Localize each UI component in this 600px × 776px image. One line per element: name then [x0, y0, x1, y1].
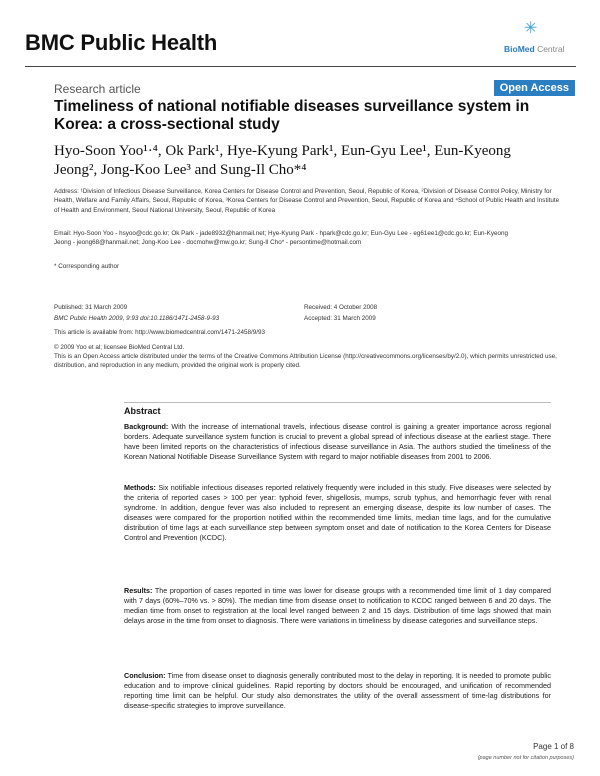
open-access-badge: Open Access — [494, 80, 575, 96]
citation-line: BMC Public Health 2009, 9:93 doi:10.1186/1471-2458-9-93 — [54, 315, 220, 322]
article-type: Research article — [54, 82, 141, 96]
page-number-note: (page number not for citation purposes) — [477, 755, 574, 761]
abstract-heading: Abstract — [124, 406, 161, 416]
results-text: The proportion of cases reported in time was lower for disease groups with a recommended time limit of 1 day compared with 7 days (60%–70% vs. > 80%). The median time from disease onset to notification to KCDC ranged between 6 and 20 days. The median time from onset to registration at the local level ranged between 2 and 15 days. Distribution of time lags showed that main delays arose in the time from onset to diagnosis. There were variations in timeliness by disease categories and surveillance steps. — [124, 586, 551, 625]
received-date: Received: 4 October 2008 — [304, 304, 378, 311]
conclusion-label: Conclusion: — [124, 671, 166, 680]
license-text: This is an Open Access article distributed under the terms of the Creative Commons Attribution License (http://creativecommons.org/licenses/by/2.0), which permits unrestricted use, distribution, and reproduction in any medium, provided the original work is properly cited. — [54, 353, 557, 370]
availability-link[interactable]: This article is available from: http://www.biomedcentral.com/1471-2458/9/93 — [54, 329, 266, 336]
methods-text: Six notifiable infectious diseases reported relatively frequently were included in this study. Five diseases were selected by the criteria of reported cases > 100 per year: typhoid fever, shigellosis, mumps, scrub typhus, and hemorrhagic fever with renal syndrome. In addition, dengue fever was also included to represent an emerging disease, despite its low number of cases. The diseases were compared for the proportion notified within the recommended time limits, median time lags, and for the cumulative distribution of time lags at each surveillance step between symptom onset and date of notification to the Korea Centers for Disease Control and Prevention (KCDC). — [124, 483, 551, 542]
header-divider — [25, 66, 576, 67]
results-label: Results: — [124, 586, 153, 595]
biomed-star-icon: ✳ — [524, 20, 538, 37]
corresponding-author-note: * Corresponding author — [54, 263, 120, 270]
conclusion-text: Time from disease onset to diagnosis generally contributed most to the delay in reporting. It is needed to promote public education and to improve clinical guidelines. Rapid reporting by doctors should be encouraged, and unification of recommended reporting time limit can be helpful. Our study also demonstrates the utility of the overall assessment of time-lag distributions for disease-specific strategies to improve surveillance. — [124, 671, 551, 710]
abstract-conclusion — [124, 671, 551, 711]
copyright-line: © 2009 Yoo et al; licensee BioMed Central Ltd. — [54, 344, 185, 351]
abstract-results — [124, 586, 551, 626]
author-emails: Email: Hyo-Soon Yoo - hsyoo@cdc.go.kr; Ok Park - jade8932@hanmail.net; Hye-Kyung Park - hpark@cdc.go.kr; Eun-Gyu Lee - eg61ee1@cdc.go.kr; Eun-Kyeong Jeong - jeong68@hanmail.net; Jong-Koo Lee - docmohw@mw.go.kr; Sung-Il Cho* - persontime@hotmail.com — [54, 230, 508, 247]
methods-label: Methods: — [124, 483, 156, 492]
abstract-background — [124, 422, 551, 462]
accepted-date: Accepted: 31 March 2009 — [304, 315, 376, 322]
published-date: Published: 31 March 2009 — [54, 304, 128, 311]
article-title: Timeliness of national notifiable diseases surveillance system in Korea: a cross-sectional study — [54, 98, 530, 133]
background-text: With the increase of international travels, infectious disease control is gaining a greater importance across regional borders. Adequate surveillance system function is crucial to prevent a global spread of infectious disease at the earliest stage. There have been limited reports on the characteristics of infectious disease surveillance in Asia. The authors studied the timeliness of the Korean National Notifiable Disease Surveillance System with regard to major notifiable diseases from 2001 to 2006. — [124, 422, 551, 461]
background-label: Background: — [124, 422, 169, 431]
publisher-logo-text: BioMed Central — [504, 44, 565, 54]
journal-title: BMC Public Health — [25, 30, 218, 55]
author-list: Hyo-Soon Yoo¹·⁴, Ok Park¹, Hye-Kyung Park¹, Eun-Gyu Lee¹, Eun-Kyeong Jeong², Jong-Koo Lee³ and Sung-Il Cho*⁴ — [54, 143, 511, 178]
author-addresses: Address: ¹Division of Infectious Disease Surveillance, Korea Centers for Disease Control and Prevention, Seoul, Republic of Korea, ²Division of Disease Control Policy, Ministry for Health, Welfare and Family Affairs, Seoul, Republic of Korea, ³Korea Centers for Disease Control and Prevention, Seoul, Republic of Korea and ⁴School of Public Health and Institute of Health and Environment, Seoul National University, Seoul, Republic of Korea — [54, 188, 560, 214]
publisher-logo[interactable] — [504, 18, 574, 58]
page-number: Page 1 of 8 — [533, 742, 574, 751]
abstract-methods — [124, 483, 551, 543]
